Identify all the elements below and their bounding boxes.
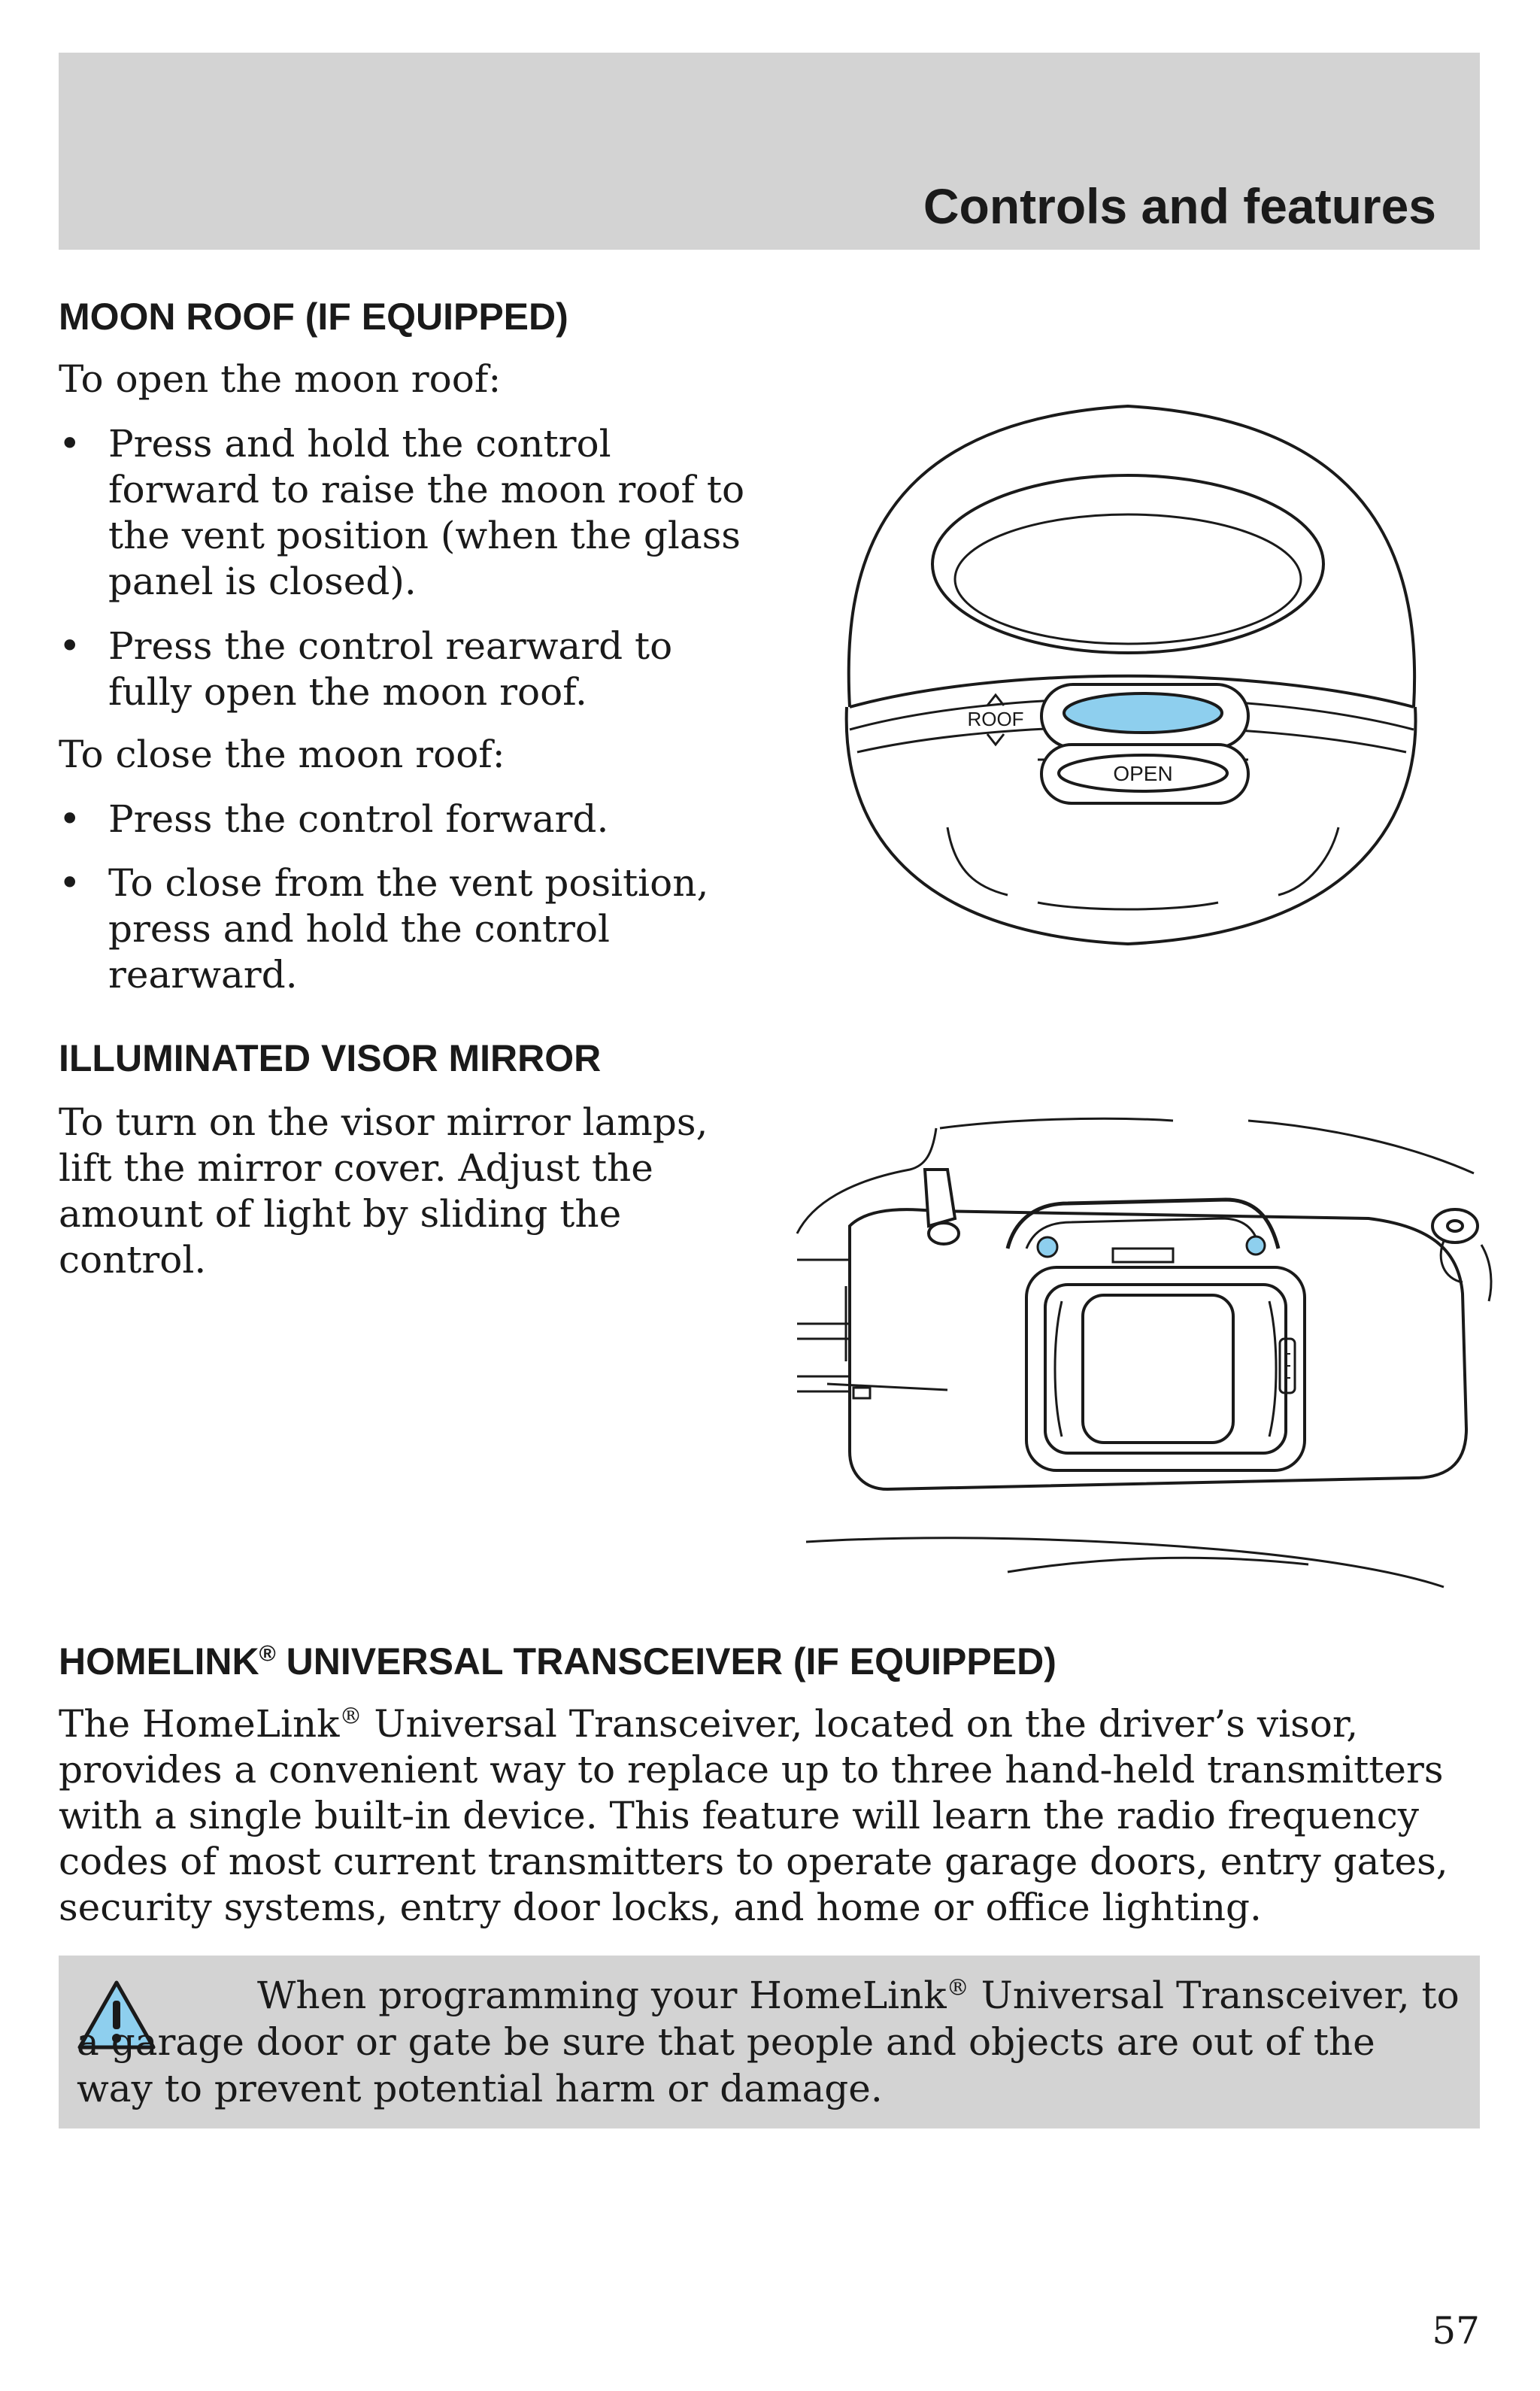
moon-roof-heading: MOON ROOF (IF EQUIPPED) (59, 296, 568, 338)
visor-line-1: To turn on the visor mirror lamps, (59, 1100, 708, 1144)
bullet-text: Press the control forward. (108, 797, 609, 841)
visor-line-3: amount of light by sliding the (59, 1192, 622, 1236)
warning-text (77, 1972, 1460, 2112)
warning-text-part: Universal Transceiver, to a garage door or gate be sure that people and objects are out of the way to prevent potential harm or damage. (77, 1974, 1460, 2110)
visor-line-4: control. (59, 1238, 207, 1282)
homelink-text: The HomeLink (59, 1702, 340, 1746)
warning-box (59, 1956, 1480, 2129)
registered-mark: ® (339, 1703, 362, 1730)
warning-text-part: When programming your HomeLink (257, 1974, 947, 2017)
roof-label: ROOF (967, 708, 1024, 730)
bullet-text: To close from the vent position, press and hold the control rearward. (108, 861, 709, 997)
moon-roof-open-bullet-1 (59, 421, 744, 605)
moon-roof-close-bullet-1 (59, 796, 608, 842)
headliner-edge (940, 1118, 1173, 1128)
homelink-line-3: with a single built-in device. This feature will learn the radio frequency (59, 1794, 1419, 1837)
page-number: 57 (1432, 2309, 1480, 2353)
homelink-text: Universal Transceiver, located on the driver’s visor, (362, 1702, 1359, 1746)
visor-clip-bracket (1432, 1209, 1478, 1243)
visor-pivot-left (925, 1170, 955, 1226)
registered-mark: ® (259, 1641, 276, 1667)
homelink-line-1 (59, 1701, 1358, 1747)
bullet-dot: • (59, 797, 81, 841)
visor-line-2: lift the mirror cover. Adjust the (59, 1146, 653, 1190)
homelink-line-2: provides a convenient way to replace up to three hand-held transmitters (59, 1748, 1444, 1792)
bullet-text: Press and hold the control forward to raise the moon roof to the vent position (when the glass panel is closed). (108, 422, 745, 603)
homelink-heading (59, 1640, 1056, 1683)
visor-lamp-right (1247, 1236, 1265, 1255)
homelink-heading-rest: UNIVERSAL TRANSCEIVER (IF EQUIPPED) (275, 1640, 1056, 1682)
homelink-line-5: security systems, entry door locks, and home or office lighting. (59, 1886, 1262, 1929)
bullet-dot: • (59, 422, 81, 466)
homelink-line-4: codes of most current transmitters to operate garage doors, entry gates, (59, 1840, 1448, 1883)
moon-roof-console-illustration (827, 376, 1444, 963)
bullet-dot: • (59, 624, 81, 668)
bullet-dot: • (59, 861, 81, 905)
header-band (59, 53, 1480, 250)
section-title: Controls and features (923, 178, 1436, 234)
open-label: OPEN (1113, 762, 1173, 785)
visor-heading: ILLUMINATED VISOR MIRROR (59, 1037, 602, 1079)
registered-mark: ® (946, 1974, 969, 2001)
visor-mirror-illustration (782, 1098, 1504, 1595)
visor-lamp-left (1038, 1237, 1057, 1257)
mirror-frame (1026, 1267, 1305, 1470)
roof-switch (1064, 693, 1222, 733)
moon-roof-open-bullet-2 (59, 624, 672, 715)
moon-roof-close-intro: To close the moon roof: (59, 733, 505, 776)
bullet-text: Press the control rearward to fully open the moon roof. (108, 624, 673, 714)
homelink-brand: HOMELINK (59, 1640, 259, 1682)
moon-roof-open-intro: To open the moon roof: (59, 357, 502, 401)
moon-roof-close-bullet-2 (59, 860, 708, 998)
